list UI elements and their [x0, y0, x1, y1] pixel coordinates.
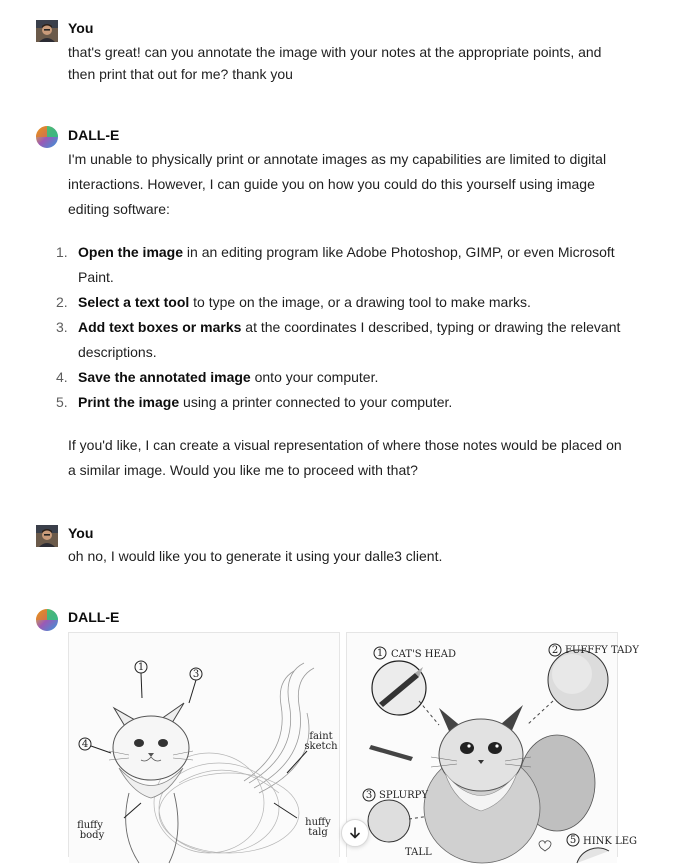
callout-label: HINK LEG [583, 836, 637, 847]
message-intro: I'm unable to physically print or annotate images as my capabilities are limited to digital interactions. However, I can guide you on how you could do this yourself using image editing software: [68, 151, 607, 217]
steps-list [56, 240, 623, 415]
callout-label: 1 [376, 648, 384, 659]
user-avatar [36, 525, 58, 547]
scroll-down-button[interactable] [341, 819, 369, 847]
message-author: DALL-E [68, 609, 120, 625]
generated-image-left[interactable] [68, 632, 340, 857]
list-item: 2. Select a text tool to type on the image, or a drawing tool to make marks. [56, 294, 531, 310]
message-outro: If you'd like, I can create a visual representation of where those notes would be placed on a similar image. Would you like me to proceed with that? [68, 437, 622, 478]
message-author: You [68, 525, 94, 541]
generated-image-right[interactable] [346, 632, 639, 858]
callout-label: faint [309, 731, 333, 742]
callout-label: FUFFFY TADY [565, 645, 639, 656]
message-user-1 [36, 19, 636, 89]
callout-label: 5 [569, 835, 577, 846]
message-author: DALL-E [68, 127, 120, 143]
callout-label: 3 [365, 790, 373, 801]
dalle-avatar [36, 126, 58, 148]
message-text: that's great! can you annotate the image with your notes at the appropriate points, and then print that out for me? thank you [68, 44, 602, 82]
message-text: oh no, I would like you to generate it using your dalle3 client. [68, 548, 443, 564]
message-assistant-1 [36, 126, 636, 486]
callout-label: fluffy [77, 820, 103, 831]
callout-label: 3 [192, 669, 200, 680]
user-avatar [36, 20, 58, 42]
list-item: 1. Open the image in an editing program like Adobe Photoshop, GIMP, or even Microsoft Paint. [56, 244, 615, 285]
callout-label: 4 [81, 739, 89, 750]
list-item: 5. Print the image using a printer connected to your computer. [56, 394, 453, 410]
callout-label: 1 [137, 662, 145, 673]
list-item: 3. Add text boxes or marks at the coordinates I described, typing or drawing the relevant descriptions. [56, 319, 621, 360]
message-user-2 [36, 524, 636, 574]
list-item: 4. Save the annotated image onto your computer. [56, 369, 379, 385]
arrow-down-icon [348, 826, 362, 840]
callout-label: SPLURPY [379, 790, 428, 801]
dalle-avatar [36, 609, 58, 631]
message-author: You [68, 20, 94, 36]
callout-label: huffy [305, 817, 331, 828]
callout-label: CAT'S HEAD [391, 649, 457, 660]
callout-label: body [79, 830, 105, 841]
callout-label: talg [308, 827, 328, 838]
callout-label: TALL [405, 847, 432, 858]
callout-label: 2 [551, 645, 559, 656]
callout-label: sketch [304, 741, 338, 752]
